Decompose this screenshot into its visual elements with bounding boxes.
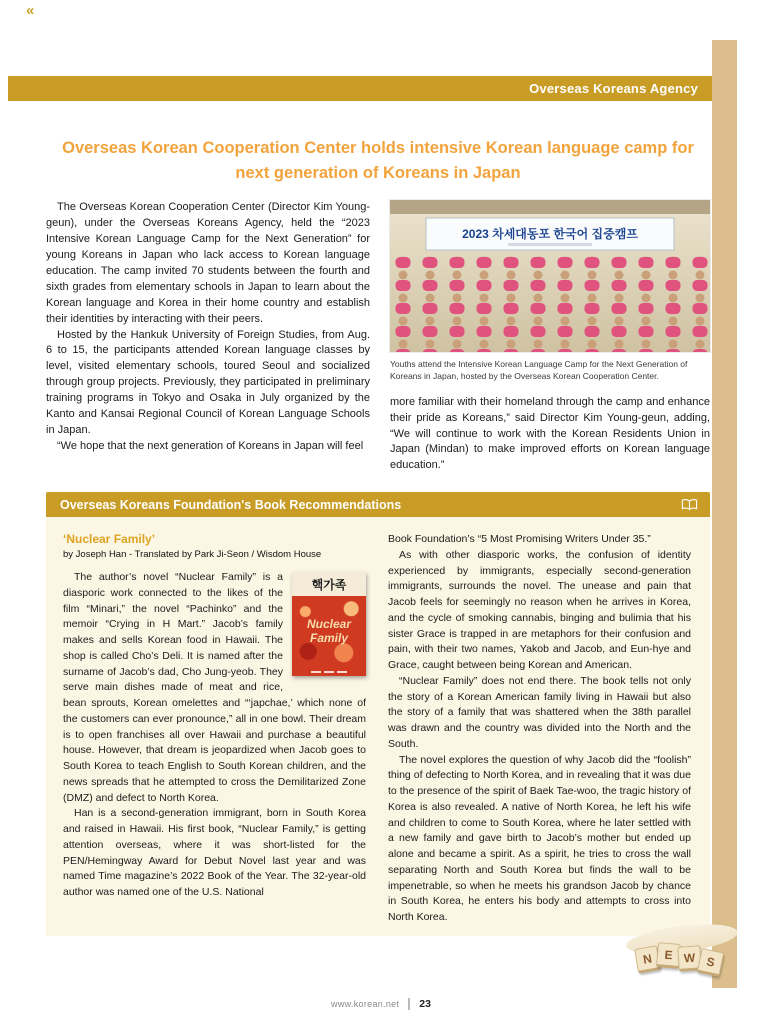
corner-mark: « — [26, 2, 35, 19]
right-edge-strip — [712, 40, 737, 988]
book-right-column — [388, 532, 691, 926]
book-byline: by Joseph Han - Translated by Park Ji-Seon / Wisdom House — [63, 549, 322, 560]
book-cover — [292, 572, 366, 676]
book-cover-art — [292, 596, 366, 667]
camp-photo — [390, 200, 710, 352]
news-block-s: S — [697, 948, 725, 977]
article-paragraph: more familiar with their homeland through the camp and enhance their pride as Koreans,” said Director Kim Young-geun, adding, “We will continue to work with the Korean Residents Union in Japan (Mindan) to make improved efforts on Korean language education.” — [390, 395, 710, 472]
crowd — [390, 256, 710, 352]
book-section-header — [46, 492, 710, 517]
book-recommendations-section — [46, 492, 710, 936]
photo-banner-text: 2023 차세대동포 한국어 집중캠프 — [462, 227, 638, 241]
book-paragraph: The novel explores the question of why Jacob did the “foolish” thing of defecting to North Korea, and in revealing that it was due to the presence of the spirit of Baek Tae-woo, the tragic history of Korea is also revealed. A native of North Korea, he left his wife and children to come to South Korea, where he later settled with a new family and gave birth to Jacob’s mother but ended up alone and became a spirit. As a spirit, he tries to cross the wall separating North and South Korea but finds the wall to be impenetrable, so when he meets his grandson Jacob by chance in South Korea, he enters his body and attempts to cross into North Korea. — [388, 753, 691, 923]
news-block-w: W — [677, 945, 702, 972]
book-paragraph: “Nuclear Family” does not end there. The book tells not only the story of a Korean American family living in Hawaii but also the story of a family that was shattered when the 38th parallel was drawn and the country was divided into the North and the South. — [388, 674, 691, 750]
article-paragraph: “We hope that the next generation of Koreans in Japan will feel — [57, 440, 364, 453]
photo-caption: Youths attend the Intensive Korean Language Camp for the Next Generation of Koreans in Japan, hosted by the Overseas Korean Cooperation Center. — [390, 359, 688, 382]
article-left-column — [46, 200, 370, 474]
news-block-n: N — [634, 945, 661, 974]
book-paragraph: Book Foundation’s “5 Most Promising Writers Under 35.” — [388, 533, 651, 545]
book-cover-korean-title: 핵가족 — [292, 572, 366, 596]
news-block-e: E — [656, 942, 681, 969]
book-content — [46, 517, 710, 926]
camp-photo-illustration — [390, 200, 710, 352]
book-left-column — [63, 532, 366, 926]
page-footer — [0, 998, 762, 1010]
book-section-title: Overseas Koreans Foundation's Book Recommendations — [60, 497, 402, 512]
article-body — [46, 200, 710, 474]
agency-name: Overseas Koreans Agency — [529, 81, 698, 96]
ceiling — [390, 200, 710, 214]
page-number: 23 — [419, 998, 431, 1010]
article-paragraph: Hosted by the Hankuk University of Foreign Studies, from Aug. 6 to 15, the participants attended Korean language classes by level, visited elementary schools, toured Seoul and socialized through group projects. Previously, they participated in preliminary training programs in Tokyo and Osaka in July organized by the Kanto and Kansai Regional Council of Korean Language Schools in Japan. — [46, 328, 370, 437]
footer-site-url: www.korean.net — [331, 999, 400, 1009]
header-band — [8, 76, 712, 101]
article-right-column — [390, 200, 710, 474]
news-blocks-graphic — [634, 934, 740, 986]
book-title: ‘Nuclear Family’ — [63, 532, 156, 546]
book-paragraph: The author’s novel “Nuclear Family” is a diasporic work connected to the likes of the film “Minari,” the novel “Pachinko” and the memoir “Crying in H Mart.” Jacob’s family makes and sells Korean food in Hawaii. The shop is called Cho’s Deli. It is named after the surname of Jacob’s dad, Cho Jung-yeob. They serve main dishes made of meat and rice, bean sprouts, Korean omelettes and “‘japchae,’ which none of the customers can ever pronounce,” all in one bowl. Their dream is to open franchises all over Hawaii and purchase a beautiful house. However, that dream is jeopardized when Jacob goes to South Korea to teach English to South Korean children, and the news spreads that he attempted to cross the Demilitarized Zone (DMZ) and defect to North Korea. — [63, 571, 366, 804]
footer-divider — [408, 998, 410, 1010]
article-paragraph: The Overseas Korean Cooperation Center (Director Kim Young-geun), under the Overseas Koreans Agency, held the “2023 Intensive Korean Language Camp for the Next Generation” for young Koreans in Japan who lack access to Korean language education. The camp invited 70 students between the fourth and sixth grades from elementary schools in Japan to learn about the Korean language and Korea in their home country and establish their identities by interacting with their peers. — [46, 201, 370, 325]
article-title: Overseas Korean Cooperation Center holds intensive Korean language camp for next generation of Koreans in Japan — [62, 139, 694, 182]
banner-subtext — [508, 243, 592, 246]
news-letter-blocks — [636, 942, 720, 970]
book-cover-english-title: Nuclear Family — [306, 616, 352, 645]
book-paragraph: Han is a second-generation immigrant, born in South Korea and raised in Hawaii. His first book, “Nuclear Family,” is getting attention overseas, where it was short-listed for the PEN/Hemingway Award for Debut Novel last year and was named Time magazine’s 2022 Book of the Year. The 32-year-old author was named one of the U.S. National — [63, 807, 366, 898]
book-paragraph: As with other diasporic works, the confusion of identity experienced by immigrants, especially second-generation immigrants, surrounds the novel. The unease and pain that Jacob feels for seemingly no reason when he arrives in Korea, and the cycle of smoking cannabis, binging and bulimia that his sister Grace is trapped in are metaphors for their confusion and pain, with their two names, Yakob and Jacob, and Eun-hye and Grace, caught between being Korean and American. — [388, 548, 691, 671]
book-cover-footer — [292, 667, 366, 676]
open-book-icon — [681, 498, 698, 511]
